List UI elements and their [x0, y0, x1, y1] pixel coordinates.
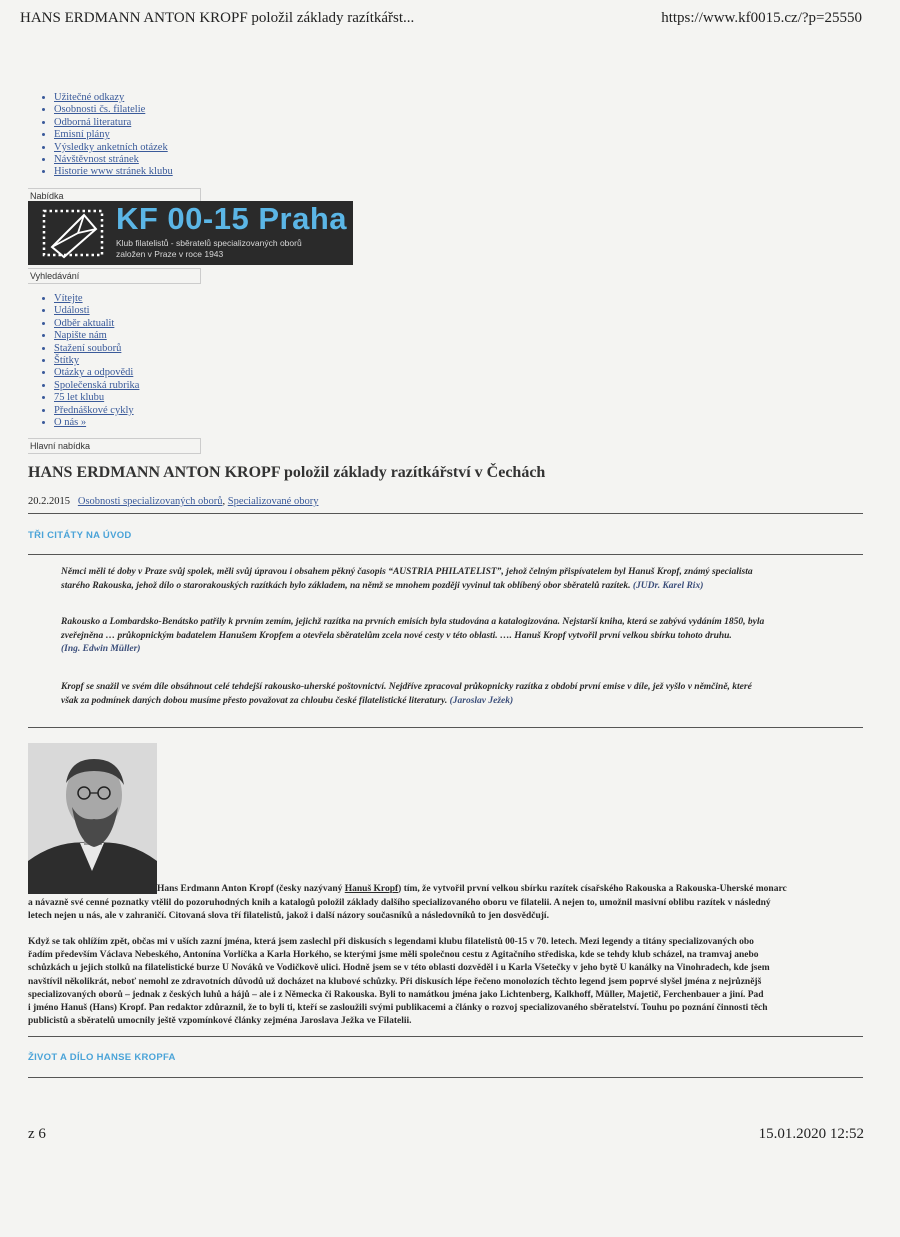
paragraph-line: specializovaných oborů – jednak z českých luhů a hájů – ale i z Německa či Rakouska. Byli to namátkou jména jako Lichtenberg, Kalkhoff, Müller, Majetič, Ferchenbauer a jiní. Pad	[28, 989, 764, 1000]
menu-link-events[interactable]: Události	[54, 305, 90, 317]
print-header-title: HANS ERDMANN ANTON KROPF položil základy razítkářst...	[20, 10, 415, 26]
menu-link-tags[interactable]: Štítky	[54, 355, 80, 367]
offer-box-label: Nabídka	[28, 188, 201, 204]
menu-link-survey-results[interactable]: Výsledky anketních otázek	[54, 141, 168, 153]
menu-link-site-history[interactable]: Historie www stránek klubu	[54, 166, 173, 178]
main-menu	[54, 293, 139, 429]
menu-link-faq[interactable]: Otázky a odpovědi	[54, 367, 134, 379]
quote-line: Kropf se snažil ve svém díle obsáhnout celé tehdejší rakousko-uherské poštovnictví. Nejdříve zpracoval průkopnicky razítka z období první emise v díle, jež vyšlo v němčině, které	[61, 682, 752, 692]
menu-item[interactable]	[54, 117, 173, 129]
section-heading-quotes: TŘI CITÁTY NA ÚVOD	[28, 530, 132, 541]
menu-item[interactable]	[54, 305, 139, 317]
menu-item[interactable]	[54, 142, 173, 154]
print-footer-datetime: 15.01.2020 12:52	[758, 1126, 864, 1142]
menu-item[interactable]	[54, 318, 139, 330]
menu-item[interactable]	[54, 392, 139, 404]
quote-line: však za podmínek daných dobou musíme přesto považovat za chloubu české filatelistické literatury.	[61, 695, 448, 706]
print-footer-page: z 6	[28, 1126, 46, 1142]
divider	[28, 513, 863, 514]
menu-item[interactable]	[54, 405, 139, 417]
menu-item[interactable]	[54, 355, 139, 367]
menu-link-welcome[interactable]: Vítejte	[54, 293, 83, 304]
banner-subtitle	[116, 238, 351, 260]
category-link[interactable]: Osobnosti specializovaných oborů	[77, 496, 223, 507]
menu-item[interactable]	[54, 129, 173, 141]
menu-item[interactable]	[54, 154, 173, 166]
menu-link-news-subscription[interactable]: Odběr aktualit	[54, 317, 115, 329]
quote-source: (Jaroslav Ježek)	[449, 695, 514, 706]
divider	[28, 727, 863, 728]
paragraph-line: a návazně své cenné poznatky vtělil do pozoruhodných knih a katalogů položil základy dalšího specializovaného oboru ve filatelii. A nejen to, umožnil masivní oblibu razítek v následný	[28, 898, 771, 908]
quote-block	[61, 616, 851, 657]
article-title: HANS ERDMANN ANTON KROPF položil základy razítkářství v Čechách	[28, 464, 546, 481]
divider	[28, 554, 863, 555]
menu-link-visit-stats[interactable]: Návštěvnost stránek	[54, 154, 139, 166]
menu-item[interactable]	[54, 293, 139, 305]
paragraph-1	[28, 897, 864, 923]
category-separator: ,	[222, 496, 228, 507]
divider	[28, 1077, 863, 1078]
quote-line: Rakousko a Lombardsko-Benátsko patřily k prvním zemím, jejichž razítka na prvních emisích byla studována a katalogizována. Nejstarší kniha, která se zabývá vydáním 1850, byla	[61, 617, 765, 627]
menu-item[interactable]	[54, 380, 139, 392]
paragraph-text: ) tím, že vytvořil první velkou sbírku razítek císařského Rakouska a Rakouska-Uherské monarc	[398, 884, 787, 894]
menu-item[interactable]	[54, 343, 139, 355]
club-banner-logo[interactable]	[28, 201, 353, 265]
menu-link-downloads[interactable]: Stažení souborů	[54, 342, 122, 354]
menu-item[interactable]	[54, 166, 173, 178]
category-link[interactable]: Specializované obory	[227, 496, 319, 507]
menu-link-issue-plans[interactable]: Emisní plány	[54, 129, 110, 141]
quote-block	[61, 681, 851, 708]
quote-line: starého Rakouska, jehož dílo o starorakouských razítkách bylo základem, na němž se mnohem později vyvinul tak oblíbený obor sběratelů razítek.	[61, 580, 631, 591]
menu-item[interactable]	[54, 330, 139, 342]
envelope-stamp-icon	[40, 205, 106, 265]
banner-title: KF 00-15 Praha	[116, 201, 347, 236]
menu-item[interactable]	[54, 92, 173, 104]
article-meta	[28, 496, 318, 507]
paragraph-line: i jméno Hanuš (Hans) Kropf. Pan redaktor zdůraznil, že to byli ti, kteří se zasloužili svými publikacemi a články o rozvoj specializovaného sběratelství. Touhu po poznání činnosti těch	[28, 1003, 768, 1014]
paragraph-line: schůzkách u jejich stolků na filatelistické burze U Nováků ve Vodičkově ulici. Hodně jsem se v této oblasti dozvěděl i u Karla Všetečky v jeho bytě U kanálky na Vinohradech, kde jsem	[28, 963, 770, 974]
menu-link-literature[interactable]: Odborná literatura	[54, 116, 132, 128]
banner-subtitle-line: založen v Praze v roce 1943	[116, 249, 224, 259]
section-heading-life-work: ŽIVOT A DÍLO HANSE KROPFA	[28, 1052, 176, 1063]
paragraph-text: Hans Erdmann Anton Kropf (česky nazývaný	[157, 884, 345, 894]
menu-link-lectures[interactable]: Přednáškové cykly	[54, 404, 134, 416]
paragraph-line: řadím především Václava Nebeského, Antonína Vorlíčka a Karla Horkého, se kterými jsme měli společnou cestu z Agitačního střediska, kde se tehdy klub scházel, na tramvaj anebo	[28, 950, 759, 961]
menu-link-personalities[interactable]: Osobnosti čs. filatelie	[54, 104, 146, 116]
useful-links-menu	[54, 92, 173, 179]
menu-link-about[interactable]: O nás »	[54, 417, 87, 429]
paragraph-line: navštívil několikrát, neboť nemohl ze zdravotních důvodů už docházet na klubové schůzky. Při diskusích lépe řečeno monolozích těchto legend jsem poprvé slyšel jména z nejrůznějš	[28, 976, 762, 987]
quote-line: Němci měli té doby v Praze svůj spolek, měli svůj úpravou i obsahem pěkný časopis “AUSTRIA PHILATELIST”, jehož čelným přispívatelem byl Hanuš Kropf, známý specialista	[61, 567, 753, 577]
quote-source: (Ing. Edwin Müller)	[61, 644, 141, 654]
menu-link-contact[interactable]: Napište nám	[54, 330, 107, 342]
print-header-url: https://www.kf0015.cz/?p=25550	[661, 10, 862, 26]
quote-block	[61, 566, 851, 593]
main-menu-box-label: Hlavní nabídka	[28, 438, 201, 454]
paragraph-2	[28, 936, 864, 1028]
menu-link-useful-links[interactable]: Užitečné odkazy	[54, 92, 125, 103]
quote-source: (JUDr. Karel Rix)	[632, 580, 704, 591]
divider	[28, 1036, 863, 1037]
banner-subtitle-line: Klub filatelistů - sběratelů specializovaných oborů	[116, 238, 302, 248]
menu-link-social[interactable]: Společenská rubrika	[54, 379, 140, 391]
article-date: 20.2.2015	[28, 496, 70, 507]
paragraph-line: Když se tak ohlížím zpět, občas mi v uších zazní jména, která jsem zaslechl při diskusích s legendami klubu filatelistů 00-15 v 70. letech. Mezi legendy a titány specializovaných obo	[28, 937, 754, 947]
paragraph-1-first-line	[157, 884, 864, 894]
kropf-portrait-image	[28, 743, 157, 894]
menu-item[interactable]	[54, 104, 173, 116]
kropf-name-link[interactable]: Hanuš Kropf	[344, 884, 399, 894]
paragraph-line: letech nejen u nás, ale v zahraničí. Citovaná slova tří filatelistů, jakož i další názory současníků a následovníků to jen dosvědčují.	[28, 911, 549, 922]
quote-line: zveřejněna … průkopnickým badatelem Hanušem Kropfem a otevřela sběratelům zcela nové cesty v této oblasti. …. Hanuš Kropf vytvořil první velkou sbírku tohoto druhu.	[61, 630, 732, 641]
search-box-label: Vyhledávání	[28, 268, 201, 284]
paragraph-line: publicistů a sběratelů umocnily ještě vzpomínkové články zejména Jaroslava Ježka ve Filatelii.	[28, 1016, 412, 1027]
menu-link-75-years[interactable]: 75 let klubu	[54, 392, 105, 404]
menu-item[interactable]	[54, 417, 139, 429]
menu-item[interactable]	[54, 367, 139, 379]
